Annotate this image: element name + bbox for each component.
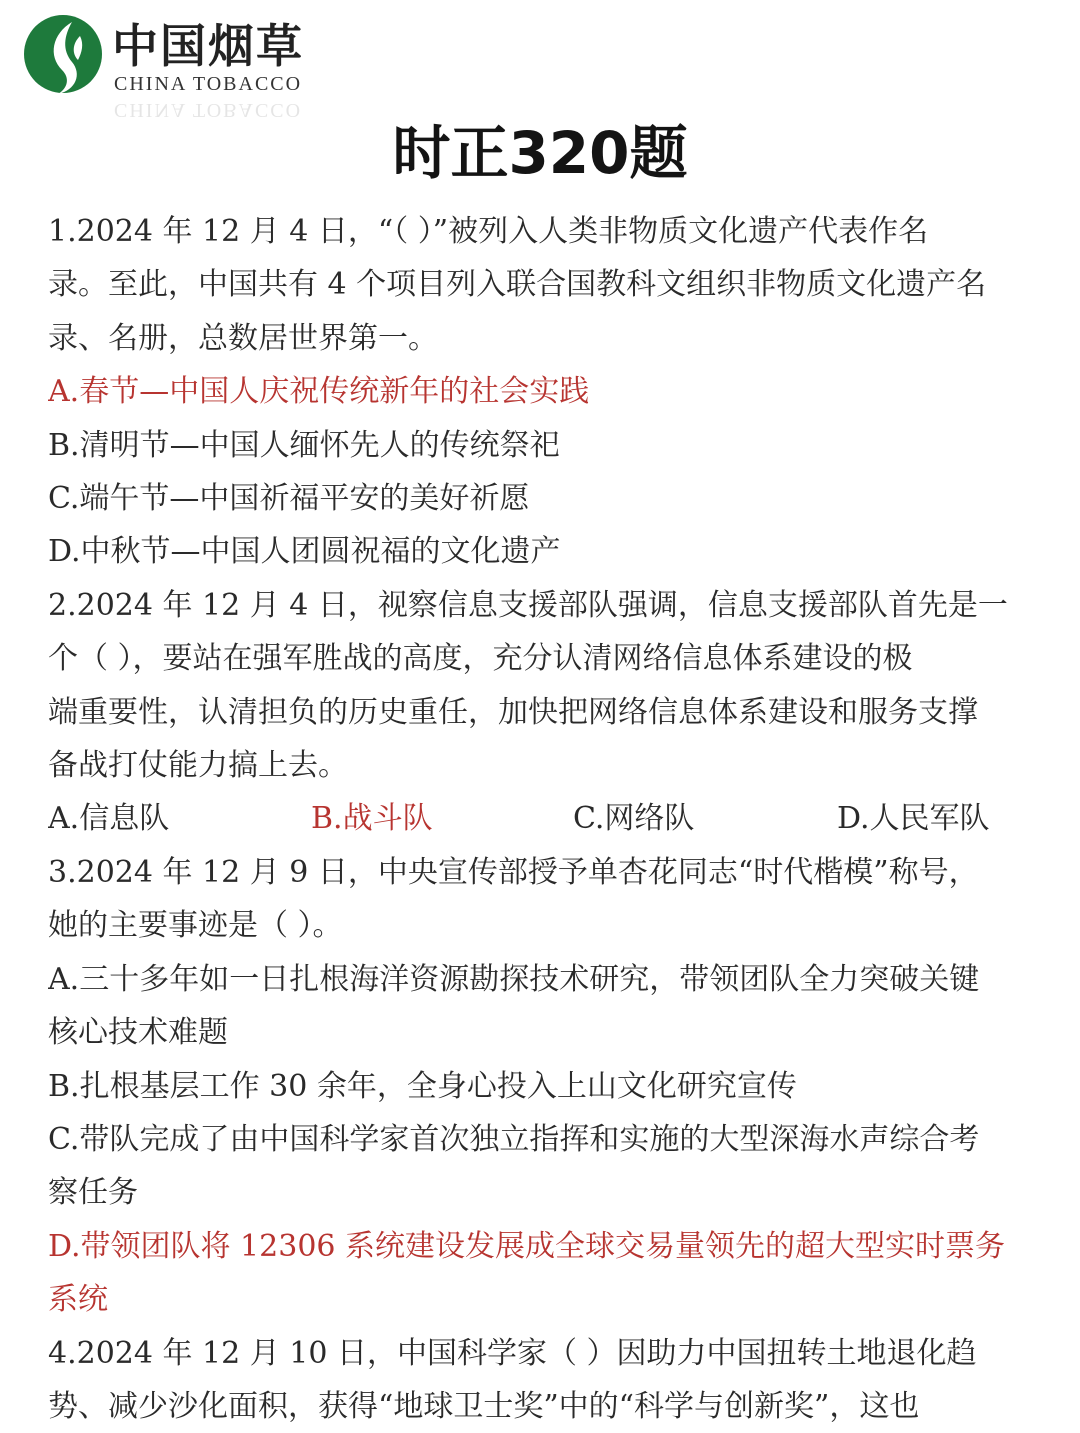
question-3-option-d-answer-cont: 系统: [48, 1282, 108, 1318]
question-2-stem-line: 备战打仗能力搞上去。: [48, 748, 348, 784]
page-title: 时正320题: [392, 119, 688, 187]
question-1: [48, 205, 1038, 579]
question-1-stem-line: 录、名册，总数居世界第一。: [48, 320, 438, 356]
question-1-option-a-answer: A.春节—中国人庆祝传统新年的社会实践: [48, 374, 590, 410]
question-2-option-a: A.信息队: [48, 801, 170, 837]
question-1-option-b: B.清明节—中国人缅怀先人的传统祭祀: [48, 427, 560, 463]
question-3-stem-line: 3.2024 年 12 月 9 日，中央宣传部授予单杏花同志“时代楷模”称号，: [48, 854, 979, 890]
question-3-option-b: B.扎根基层工作 30 余年，全身心投入上山文化研究宣传: [48, 1068, 797, 1104]
brand-name-en: CHINA TOBACCO: [114, 73, 303, 95]
question-2-stem-line: 个（ ），要站在强军胜战的高度，充分认清网络信息体系建设的极: [48, 641, 913, 677]
brand-name-reflection: CHINA TOBACCO: [114, 99, 303, 121]
question-2-option-b-answer: B.战斗队: [311, 801, 433, 837]
question-4: [48, 1327, 1038, 1433]
question-4-stem-line: 势、减少沙化面积，获得“地球卫士奖”中的“科学与创新奖”，这也: [48, 1388, 920, 1424]
question-list: [48, 205, 1038, 1433]
question-3: [48, 846, 1038, 1327]
question-1-option-d: D.中秋节—中国人团圆祝福的文化遗产: [48, 534, 561, 570]
question-3-option-d-answer: D.带领团队将 12306 系统建设发展成全球交易量领先的超大型实时票务: [48, 1228, 1006, 1264]
question-2-stem-line: 端重要性，认清担负的历史重任，加快把网络信息体系建设和服务支撑: [48, 694, 978, 730]
tobacco-leaf-logo-icon: [22, 12, 104, 100]
question-1-option-c: C.端午节—中国祈福平安的美好祈愿: [48, 481, 530, 517]
question-1-stem-line: 1.2024 年 12 月 4 日，“（ ）”被列入人类非物质文化遗产代表作名: [48, 214, 929, 249]
question-2-option-c: C.网络队: [573, 801, 695, 837]
question-3-stem-line: 她的主要事迹是（ ）。: [48, 908, 343, 944]
question-3-option-c-cont: 察任务: [48, 1175, 138, 1211]
question-2-option-d: D.人民军队: [837, 801, 990, 837]
question-3-option-a-cont: 核心技术难题: [48, 1015, 228, 1051]
question-1-stem-line: 录。至此，中国共有 4 个项目列入联合国教科文组织非物质文化遗产名: [48, 267, 987, 303]
question-4-stem-line: 4.2024 年 12 月 10 日，中国科学家（ ）因助力中国扭转土地退化趋: [48, 1335, 977, 1371]
question-2-stem-line: 2.2024 年 12 月 4 日，视察信息支援部队强调，信息支援部队首先是一: [48, 587, 1008, 623]
question-2: [48, 579, 1038, 846]
china-tobacco-logo: [22, 12, 332, 130]
brand-name-cn: 中国烟草: [112, 19, 304, 73]
question-3-option-c: C.带队完成了由中国科学家首次独立指挥和实施的大型深海水声综合考: [48, 1121, 980, 1157]
question-2-options: [48, 792, 1038, 845]
question-3-option-a: A.三十多年如一日扎根海洋资源勘探技术研究，带领团队全力突破关键: [48, 961, 980, 997]
